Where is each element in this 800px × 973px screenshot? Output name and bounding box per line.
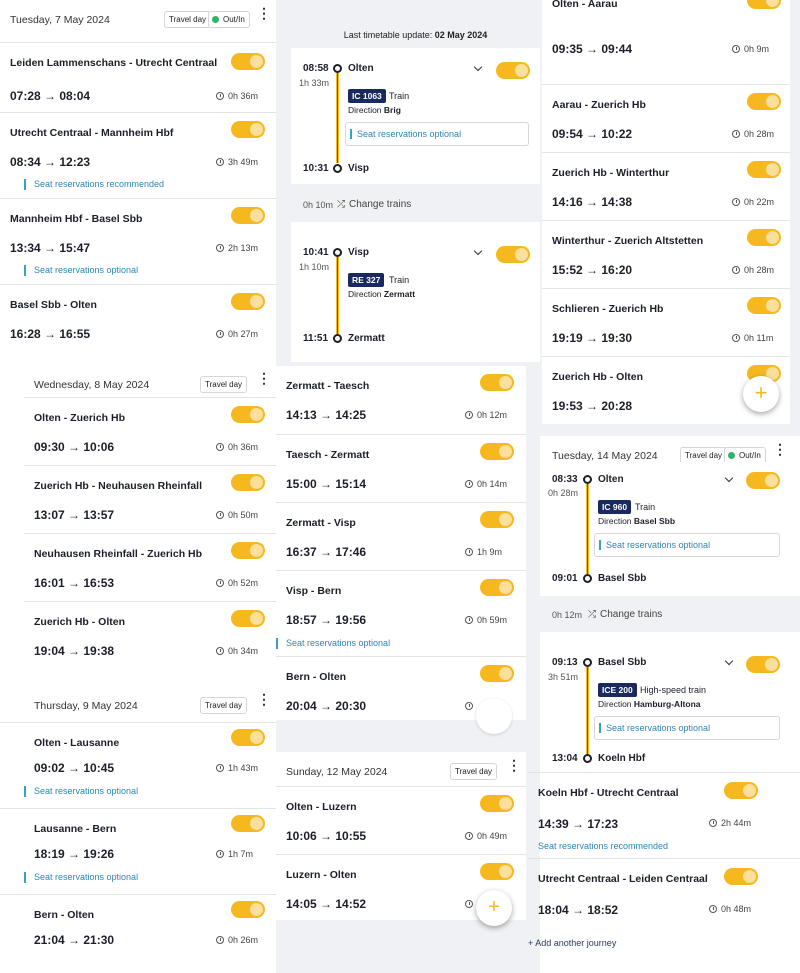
journey-duration	[732, 265, 774, 275]
journey-times: 16:01 → 16:53	[34, 576, 115, 590]
duration-text: 2h 44m	[721, 818, 752, 828]
ticket-icon[interactable]	[480, 443, 514, 460]
journey-times: 15:00 → 15:14	[286, 477, 367, 491]
journey-list-top	[542, 0, 790, 424]
journey-duration	[465, 547, 502, 557]
plus-icon[interactable]	[476, 698, 512, 734]
journey-row[interactable]	[276, 502, 526, 570]
duration-text: 0h 22m	[744, 197, 775, 207]
change-trains-row	[291, 186, 540, 222]
direction-value: Brig	[383, 105, 401, 115]
duration-text: 0h 59m	[477, 615, 508, 625]
journey-route: Zermatt - Taesch	[286, 380, 370, 392]
ticket-icon[interactable]	[480, 579, 514, 596]
journey-leg-basel-koeln[interactable]	[540, 632, 800, 772]
ticket-icon[interactable]	[746, 656, 780, 673]
direction-label: Direction	[348, 289, 382, 299]
arrival-node	[583, 574, 592, 583]
journey-row[interactable]	[542, 84, 790, 152]
arrival-node	[333, 164, 342, 173]
journey-row[interactable]	[24, 397, 276, 465]
journey-duration	[732, 44, 769, 54]
journey-times: 16:28 → 16:55	[10, 327, 91, 341]
arrival-time: 11:51	[303, 333, 329, 344]
ticket-icon[interactable]	[480, 665, 514, 682]
journey-route: Basel Sbb - Olten	[10, 299, 97, 311]
journey-times: 07:28 → 08:04	[10, 89, 91, 103]
journey-duration	[465, 831, 507, 841]
clock-icon	[732, 334, 740, 342]
seat-reservation-note[interactable]: Seat reservations optional	[24, 872, 138, 883]
day-header	[0, 0, 276, 40]
clock-icon	[216, 850, 224, 858]
change-label: Change trains	[349, 199, 412, 210]
add-journey-fab[interactable]	[476, 890, 512, 926]
journey-times: 14:39 → 17:23	[538, 817, 619, 831]
travel-day-badge: Travel day	[164, 11, 211, 28]
duration-text: 3h 49m	[228, 157, 259, 167]
clock-icon	[465, 411, 473, 419]
arrival-station: Visp	[348, 163, 369, 174]
direction-value: Basel Sbb	[633, 516, 676, 526]
duration-text: 0h 14m	[477, 479, 508, 489]
ticket-icon[interactable]	[480, 863, 514, 880]
journey-route: Neuhausen Rheinfall - Zuerich Hb	[34, 548, 203, 560]
journey-row[interactable]	[528, 858, 800, 926]
ticket-icon[interactable]	[747, 297, 781, 314]
journey-duration	[216, 442, 258, 452]
duration-text: 2h 13m	[228, 243, 259, 253]
seat-reservation-note[interactable]: Seat reservations optional	[24, 786, 138, 797]
duration-text: 0h 34m	[228, 646, 259, 656]
train-code: IC 1063	[348, 89, 386, 103]
clock-icon	[216, 92, 224, 100]
journey-route: Bern - Olten	[34, 909, 95, 921]
journey-row[interactable]	[24, 533, 276, 601]
journey-times: 13:07 → 13:57	[34, 508, 115, 522]
journey-times: 19:19 → 19:30	[552, 331, 633, 345]
journey-times: 19:53 → 20:28	[552, 399, 633, 413]
seat-reservation-note[interactable]: Seat reservations optional	[24, 265, 138, 276]
duration-text: 0h 48m	[721, 904, 752, 914]
kebab-menu-icon[interactable]: ⋮	[773, 441, 787, 457]
journey-row[interactable]	[0, 284, 276, 360]
journey-route: Luzern - Olten	[286, 869, 357, 881]
journey-times: 18:19 → 19:26	[34, 847, 115, 861]
journey-times: 13:34 → 15:47	[10, 241, 91, 255]
ticket-icon[interactable]	[231, 53, 265, 70]
direction-label: Direction	[598, 516, 632, 526]
kebab-menu-icon[interactable]: ⋮	[507, 757, 521, 773]
add-another-journey-link[interactable]: + Add another journey	[528, 938, 617, 948]
shuffle-icon: ⤮	[337, 199, 345, 210]
departure-station: Olten	[598, 474, 624, 485]
seat-reservation-note[interactable]: Seat reservations recommended	[24, 179, 164, 190]
journey-route: Schlieren - Zuerich Hb	[552, 303, 664, 315]
direction-label: Direction	[348, 105, 382, 115]
arrival-station: Koeln Hbf	[598, 753, 646, 764]
route-line	[586, 667, 589, 761]
change-trains-label	[337, 199, 411, 210]
clock-icon	[732, 266, 740, 274]
journey-row[interactable]	[542, 0, 790, 72]
journey-row[interactable]	[528, 772, 800, 858]
kebab-menu-icon[interactable]: ⋮	[257, 370, 271, 386]
day-list-column-3	[528, 0, 800, 973]
ticket-icon[interactable]	[231, 542, 265, 559]
duration-text: 0h 28m	[744, 129, 775, 139]
ticket-icon[interactable]	[231, 293, 265, 310]
journey-duration	[216, 763, 258, 773]
ticket-icon[interactable]	[480, 795, 514, 812]
leg-duration: 1h 33m	[299, 78, 330, 88]
chevron-down-icon[interactable]	[474, 63, 482, 71]
change-label: Change trains	[600, 609, 663, 620]
duration-text: 0h 28m	[744, 265, 775, 275]
train-code: ICE 200	[598, 683, 637, 697]
departure-node	[333, 64, 342, 73]
departure-time: 09:13	[552, 657, 578, 668]
train-code: IC 960	[598, 500, 631, 514]
route-line	[586, 484, 589, 574]
journey-times: 09:30 → 10:06	[34, 440, 115, 454]
day-card-tuesday-14-may	[528, 436, 800, 973]
journey-duration	[216, 157, 258, 167]
seat-reservation-note: Seat reservations optional	[350, 129, 461, 139]
plus-icon: +	[754, 380, 768, 405]
arrival-time: 09:01	[552, 573, 578, 584]
journey-row[interactable]	[0, 722, 276, 808]
journey-row[interactable]	[0, 198, 276, 284]
journey-duration	[216, 329, 258, 339]
journey-row[interactable]	[276, 434, 526, 502]
clock-icon	[732, 198, 740, 206]
journey-route: Olten - Lausanne	[34, 737, 120, 749]
departure-station: Olten	[348, 63, 374, 74]
shuffle-icon: ⤮	[588, 609, 596, 620]
journey-times: 21:04 → 21:30	[34, 933, 115, 947]
journey-times: 09:35 → 09:44	[552, 42, 633, 56]
seat-reservation-note[interactable]: Seat reservations recommended	[538, 841, 669, 851]
clock-icon	[465, 900, 473, 908]
train-type: Train	[635, 502, 656, 512]
duration-text: 1h 9m	[477, 547, 503, 557]
ticket-icon[interactable]	[724, 782, 758, 799]
duration-text: 0h 26m	[228, 935, 259, 945]
train-type: High-speed train	[640, 685, 707, 695]
journey-duration	[216, 243, 258, 253]
timetable-update-text	[291, 30, 540, 40]
ticket-icon[interactable]	[231, 901, 265, 918]
journey-leg-olten-visp[interactable]	[291, 48, 540, 184]
journey-route: Zuerich Hb - Olten	[552, 371, 644, 383]
journey-leg-olten-basel[interactable]	[540, 462, 800, 592]
seat-reservation-box[interactable]	[594, 533, 780, 557]
ticket-icon[interactable]	[231, 610, 265, 627]
journey-times: 18:57 → 19:56	[286, 613, 367, 627]
ticket-icon[interactable]	[231, 815, 265, 832]
clock-icon	[216, 936, 224, 944]
out-in-label: Out/In	[739, 451, 761, 460]
ticket-icon[interactable]	[231, 474, 265, 491]
plus-icon: +	[488, 896, 500, 918]
day-card-thursday-9-may	[24, 686, 276, 973]
journey-row[interactable]	[0, 42, 276, 112]
day-card-wednesday-8-may	[24, 365, 276, 677]
departure-node	[583, 658, 592, 667]
duration-text: 0h 50m	[228, 510, 259, 520]
journey-route: Utrecht Centraal - Mannheim Hbf	[10, 127, 174, 139]
journey-row[interactable]	[542, 152, 790, 220]
journey-route: Lausanne - Bern	[34, 823, 117, 835]
clock-icon	[465, 616, 473, 624]
journey-route: Olten - Zuerich Hb	[34, 412, 126, 424]
ticket-icon[interactable]	[231, 121, 265, 138]
duration-text: 0h 52m	[228, 578, 259, 588]
journey-duration	[709, 818, 751, 828]
ticket-icon[interactable]	[724, 868, 758, 885]
ticket-icon[interactable]	[231, 729, 265, 746]
journey-duration	[216, 646, 258, 656]
ticket-icon[interactable]	[747, 0, 781, 9]
duration-text: 0h 27m	[228, 329, 259, 339]
journey-row[interactable]	[276, 366, 526, 434]
journey-row[interactable]	[0, 808, 276, 894]
journey-route: Visp - Bern	[286, 585, 342, 597]
clock-icon	[216, 244, 224, 252]
duration-text: 0h 49m	[477, 831, 508, 841]
journey-route: Zuerich Hb - Winterthur	[552, 167, 670, 179]
day-card-tuesday-7-may	[0, 0, 276, 360]
arrival-station: Zermatt	[348, 333, 385, 344]
clock-icon	[465, 832, 473, 840]
change-duration: 0h 10m	[303, 200, 334, 210]
kebab-menu-icon[interactable]: ⋮	[257, 5, 271, 21]
journey-times: 09:54 → 10:22	[552, 127, 633, 141]
departure-node	[583, 475, 592, 484]
arrival-time: 13:04	[552, 753, 578, 764]
clock-icon	[216, 764, 224, 772]
ticket-icon[interactable]	[747, 161, 781, 178]
clock-icon	[465, 480, 473, 488]
change-trains-row	[540, 596, 800, 632]
journey-duration	[465, 701, 477, 711]
duration-text: 1h 7m	[228, 849, 254, 859]
ticket-icon[interactable]	[480, 374, 514, 391]
journey-row[interactable]	[0, 894, 276, 973]
chevron-down-icon[interactable]	[725, 474, 733, 482]
journey-times: 16:37 → 17:46	[286, 545, 367, 559]
journey-row[interactable]	[276, 570, 526, 656]
leg-duration: 3h 51m	[548, 672, 579, 682]
journey-row[interactable]	[24, 601, 276, 677]
clock-icon	[216, 330, 224, 338]
journey-route: Aarau - Zuerich Hb	[552, 99, 646, 111]
journey-row[interactable]	[276, 786, 526, 854]
duration-text: 0h 12m	[477, 410, 508, 420]
travel-day-badge: Travel day	[680, 447, 727, 464]
check-circle-icon	[212, 16, 219, 23]
departure-node	[333, 248, 342, 257]
journey-row[interactable]	[24, 465, 276, 533]
journey-times: 10:06 → 10:55	[286, 829, 367, 843]
ticket-icon[interactable]	[496, 246, 530, 263]
departure-time: 08:33	[552, 474, 578, 485]
ticket-icon[interactable]	[747, 93, 781, 110]
journey-route: Leiden Lammenschans - Utrecht Centraal	[10, 57, 218, 69]
journey-duration	[732, 333, 773, 343]
seat-reservation-box[interactable]	[594, 716, 780, 740]
journey-duration	[465, 410, 507, 420]
travel-day-badge: Travel day	[450, 763, 497, 780]
day-date: Tuesday, 7 May 2024	[10, 14, 110, 26]
travel-day-badge: Travel day	[200, 376, 247, 393]
duration-text: 0h 9m	[744, 44, 770, 54]
clock-icon	[216, 511, 224, 519]
train-type: Train	[389, 91, 410, 101]
arrival-station: Basel Sbb	[598, 573, 647, 584]
change-duration: 0h 12m	[552, 610, 583, 620]
departure-station: Visp	[348, 247, 369, 258]
journey-route: Olten - Aarau	[552, 0, 618, 10]
clock-icon	[709, 819, 717, 827]
seat-reservation-note[interactable]: Seat reservations optional	[276, 638, 390, 649]
journey-times: 09:02 → 10:45	[34, 761, 115, 775]
journey-duration	[216, 91, 258, 101]
day-date: Sunday, 12 May 2024	[286, 766, 388, 778]
duration-text: 0h 36m	[228, 91, 259, 101]
ticket-icon[interactable]	[231, 406, 265, 423]
departure-time: 10:41	[303, 247, 329, 258]
seat-reservation-box[interactable]	[345, 122, 529, 146]
journey-row[interactable]	[0, 112, 276, 198]
duration-text: 0h 36m	[228, 442, 259, 452]
route-line	[336, 257, 339, 337]
seat-reservation-note: Seat reservations optional	[599, 540, 710, 550]
leg-duration: 0h 28m	[548, 488, 579, 498]
journey-times: 20:04 → 20:30	[286, 699, 367, 713]
seat-reservation-note: Seat reservations optional	[599, 723, 710, 733]
journey-duration	[216, 578, 258, 588]
check-circle-icon	[728, 452, 735, 459]
clock-icon	[732, 45, 740, 53]
arrival-node	[583, 754, 592, 763]
ticket-icon[interactable]	[746, 472, 780, 489]
journey-times: 14:13 → 14:25	[286, 408, 367, 422]
change-trains-label	[588, 609, 662, 620]
journey-leg-visp-zermatt[interactable]	[291, 222, 540, 362]
direction-value: Zermatt	[383, 289, 416, 299]
journey-duration	[216, 849, 253, 859]
day-list-column-1	[0, 0, 276, 973]
ticket-icon[interactable]	[496, 62, 530, 79]
out-in-badge	[208, 11, 250, 28]
day-date: Wednesday, 8 May 2024	[34, 379, 150, 391]
ticket-icon[interactable]	[747, 229, 781, 246]
journey-times: 19:04 → 19:38	[34, 644, 115, 658]
journey-duration	[732, 197, 774, 207]
duration-text: 0h 11m	[744, 333, 774, 343]
journey-times: 14:16 → 14:38	[552, 195, 633, 209]
journey-list-after-zermatt	[276, 366, 526, 720]
travel-day-badge: Travel day	[200, 697, 247, 714]
journey-route: Zuerich Hb - Neuhausen Rheinfall	[34, 480, 203, 492]
day-date: Tuesday, 14 May 2024	[552, 450, 658, 462]
clock-icon	[465, 702, 473, 710]
journey-row[interactable]	[542, 220, 790, 288]
journey-route: Koeln Hbf - Utrecht Centraal	[538, 787, 679, 799]
journey-route: Zermatt - Visp	[286, 517, 356, 529]
clock-icon	[465, 548, 473, 556]
journey-route: Zuerich Hb - Olten	[34, 616, 126, 628]
journey-duration	[709, 904, 751, 914]
kebab-menu-icon[interactable]: ⋮	[257, 691, 271, 707]
journey-times: 14:05 → 14:52	[286, 897, 367, 911]
day-header	[24, 686, 276, 726]
clock-icon	[216, 158, 224, 166]
leg-duration: 1h 10m	[299, 262, 330, 272]
train-type: Train	[389, 275, 410, 285]
clock-icon	[216, 579, 224, 587]
route-line	[336, 73, 339, 163]
timetable-update-bar	[291, 22, 540, 48]
add-journey-fab[interactable]	[743, 376, 779, 412]
departure-time: 08:58	[303, 63, 329, 74]
journey-times: 08:34 → 12:23	[10, 155, 91, 169]
chevron-down-icon[interactable]	[725, 657, 733, 665]
day-date: Thursday, 9 May 2024	[34, 700, 138, 712]
clock-icon	[216, 443, 224, 451]
journey-duration	[465, 615, 507, 625]
clock-icon	[732, 130, 740, 138]
journey-duration	[732, 129, 774, 139]
journey-times: 18:04 → 18:52	[538, 903, 619, 917]
journey-duration	[465, 479, 507, 489]
journey-route: Taesch - Zermatt	[286, 449, 370, 461]
ticket-icon[interactable]	[231, 207, 265, 224]
journey-route: Bern - Olten	[286, 671, 347, 683]
update-date: 02 May 2024	[434, 30, 488, 40]
journey-route: Winterthur - Zuerich Altstetten	[552, 235, 704, 247]
clock-icon	[216, 647, 224, 655]
out-in-label: Out/In	[223, 15, 245, 24]
journey-duration	[216, 510, 258, 520]
arrival-time: 10:31	[303, 163, 329, 174]
journey-route: Utrecht Centraal - Leiden Centraal	[538, 873, 708, 885]
day-list-column-2	[276, 0, 540, 973]
duration-text: 1h 43m	[228, 763, 259, 773]
direction-value: Hamburg-Altona	[633, 699, 701, 709]
journey-duration	[216, 935, 258, 945]
arrival-node	[333, 334, 342, 343]
direction-label: Direction	[598, 699, 632, 709]
departure-station: Basel Sbb	[598, 657, 647, 668]
ticket-icon[interactable]	[480, 511, 514, 528]
journey-route: Olten - Luzern	[286, 801, 357, 813]
update-label: Last timetable update:	[343, 30, 433, 40]
chevron-down-icon[interactable]	[474, 247, 482, 255]
journey-route: Mannheim Hbf - Basel Sbb	[10, 213, 143, 225]
clock-icon	[709, 905, 717, 913]
journey-row[interactable]	[542, 288, 790, 356]
train-code: RE 327	[348, 273, 384, 287]
journey-times: 15:52 → 16:20	[552, 263, 633, 277]
